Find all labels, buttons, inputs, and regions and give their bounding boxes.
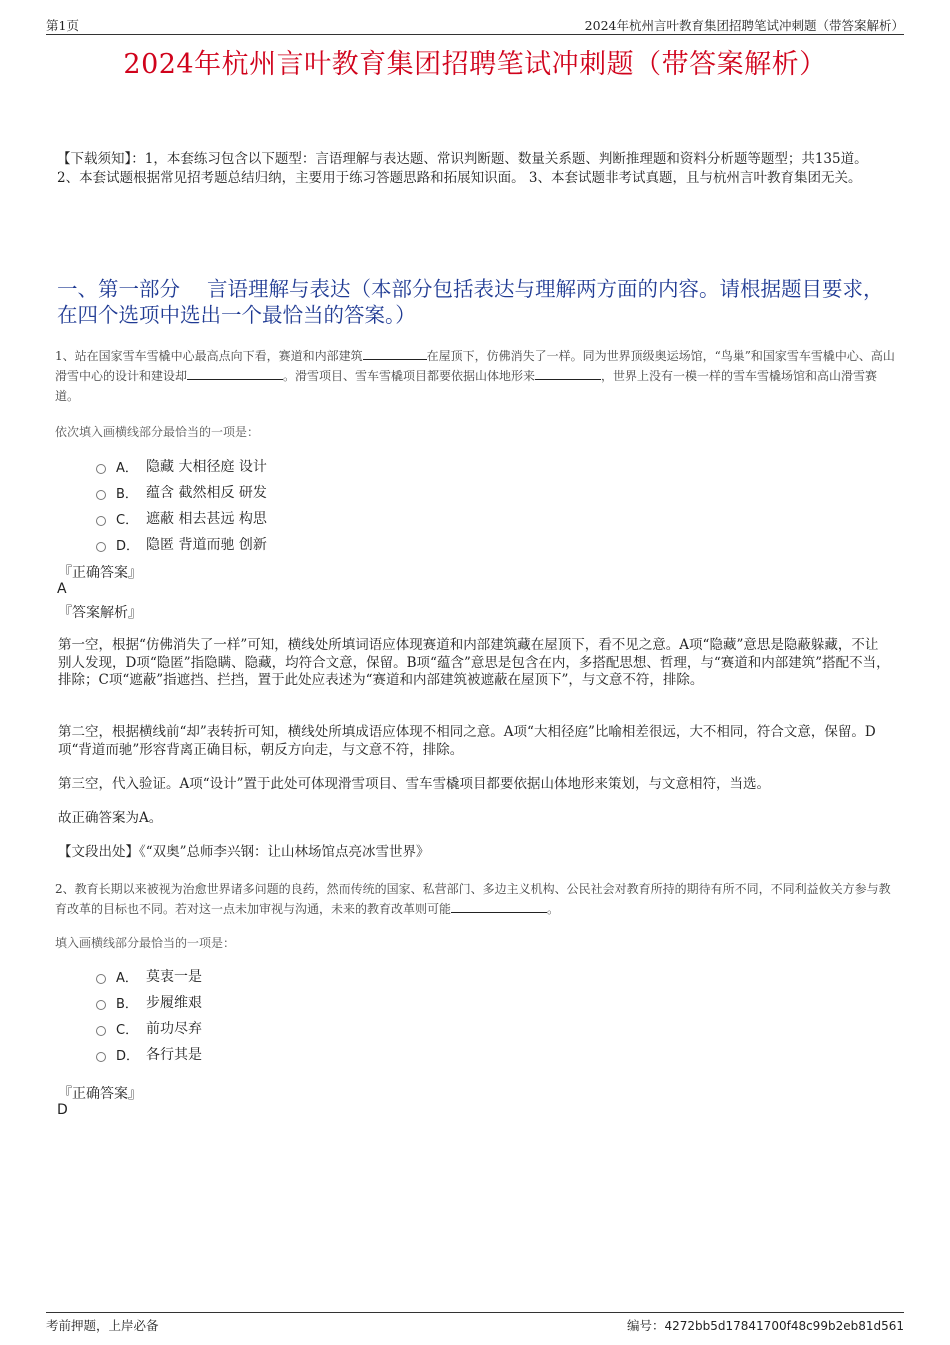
- question-2-options: [96, 963, 202, 1067]
- question-1-options: [96, 453, 267, 557]
- section-heading: 一、第一部分 言语理解与表达（本部分包括表达与理解两方面的内容。请根据题目要求，在四个选项中选出一个最恰当的答案。）: [57, 277, 884, 327]
- option-c[interactable]: C． 前功尽弃: [96, 1015, 202, 1041]
- page-number: 第1页: [46, 18, 79, 33]
- source-citation: 【文段出处】《“双奥”总师李兴钢：让山林场馆点亮冰雪世界》: [58, 844, 430, 860]
- option-b[interactable]: B． 步履维艰: [96, 989, 202, 1015]
- page-title: 2024年杭州言叶教育集团招聘笔试冲刺题（带答案解析）: [123, 49, 827, 80]
- radio-button[interactable]: [96, 974, 106, 984]
- answer-value: A: [57, 581, 67, 597]
- radio-button[interactable]: [96, 516, 106, 526]
- blank-1: [451, 900, 547, 913]
- blank-3: [535, 367, 601, 380]
- radio-button[interactable]: [96, 542, 106, 552]
- option-b[interactable]: B． 蕴含 截然相反 研发: [96, 479, 267, 505]
- answer-label: 『正确答案』: [58, 1086, 142, 1102]
- analysis-conclusion: 故正确答案为A。: [58, 810, 163, 826]
- question-2-text: 2、教育长期以来被视为治愈世界诸多问题的良药，然而传统的国家、私营部门、多边主义机构、公民社会对教育所持的期待有所不同，不同利益攸关方参与教育改革的目标也不同。若对这一点未加审视与沟通，未来的教育改革则可能 。: [55, 882, 891, 916]
- analysis-paragraph-3: 第三空，代入验证。A项“设计”置于此处可体现滑雪项目、雪车雪橇项目都要依据山体地形来策划，与文意相符，当选。: [58, 776, 771, 792]
- footer-slogan: 考前押题，上岸必备: [46, 1318, 159, 1333]
- analysis-paragraph-2: 第二空，根据横线前“却”表转折可知，横线处所填成语应体现不相同之意。A项“大相径庭”比喻相差很远，大不相同，符合文意，保留。D项“背道而驰”形容背离正确目标，朝反方向走，与文意不符，排除。: [58, 724, 876, 758]
- radio-button[interactable]: [96, 464, 106, 474]
- option-d[interactable]: D． 各行其是: [96, 1041, 202, 1067]
- question-1-instruction: 依次填入画横线部分最恰当的一项是：: [55, 425, 260, 439]
- answer-value: D: [57, 1102, 68, 1118]
- blank-1: [363, 347, 427, 360]
- analysis-paragraph-1: 第一空，根据“仿佛消失了一样”可知，横线处所填词语应体现赛道和内部建筑藏在屋顶下，看不见之意。A项“隐藏”意思是隐蔽躲藏，不让别人发现，D项“隐匿”指隐瞒、隐藏，均符合文意，保留。B项“蕴含”意思是包含在内，多搭配思想、哲理，与“赛道和内部建筑”搭配不当，排除；C项“遮蔽”指遮挡、拦挡，置于此处应表述为“赛道和内部建筑被遮蔽在屋顶下”，与文意不符，排除。: [58, 637, 890, 688]
- question-2-instruction: 填入画横线部分最恰当的一项是：: [55, 936, 236, 950]
- option-a[interactable]: A． 隐藏 大相径庭 设计: [96, 453, 267, 479]
- page-footer: [46, 1312, 904, 1335]
- radio-button[interactable]: [96, 1052, 106, 1062]
- question-1-text: 1、站在国家雪车雪橇中心最高点向下看，赛道和内部建筑 在屋顶下，仿佛消失了一样。同为世界顶级奥运场馆，“鸟巢”和国家雪车雪橇中心、高山滑雪中心的设计和建设却 。滑雪项目、雪车雪橇项目都要依据山体地形来 ，世界上没有一模一样的雪车雪橇场馆和高山滑雪赛道。: [55, 349, 895, 403]
- option-a[interactable]: A． 莫衷一是: [96, 963, 202, 989]
- answer-label: 『正确答案』: [58, 565, 142, 581]
- option-d[interactable]: D． 隐匿 背道而驰 创新: [96, 531, 267, 557]
- page-header: [46, 14, 904, 35]
- header-doc-title: 2024年杭州言叶教育集团招聘笔试冲刺题（带答案解析）: [584, 18, 904, 33]
- radio-button[interactable]: [96, 1026, 106, 1036]
- download-notice: 【下载须知】：1，本套练习包含以下题型：言语理解与表达题、常识判断题、数量关系题、判断推理题和资料分析题等题型；共135道。 2、本套试题根据常见招考题总结归纳，主要用于练习答题思路和拓展知识面。 3、本套试题非考试真题，且与杭州言叶教育集团无关。: [57, 151, 868, 186]
- blank-2: [187, 367, 283, 380]
- radio-button[interactable]: [96, 490, 106, 500]
- radio-button[interactable]: [96, 1000, 106, 1010]
- document-code: 编号：4272bb5d17841700f48c99b2eb81d561: [626, 1318, 904, 1333]
- option-c[interactable]: C． 遮蔽 相去甚远 构思: [96, 505, 267, 531]
- analysis-label: 『答案解析』: [58, 605, 142, 621]
